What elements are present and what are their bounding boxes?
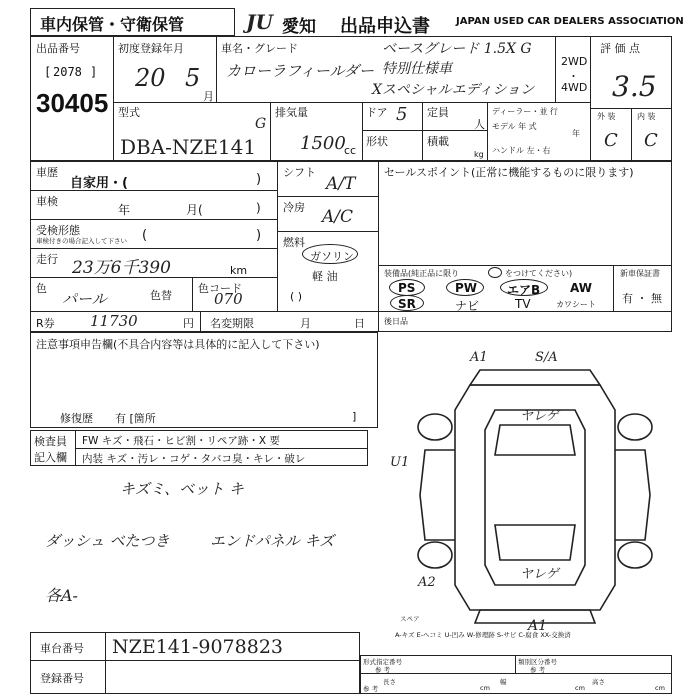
car-diagram	[400, 355, 670, 635]
shift-label: シフト	[283, 166, 316, 179]
color-change-label: 色替	[150, 289, 172, 302]
damage-a2: A2	[418, 575, 436, 590]
dim-width: 幅	[500, 678, 507, 686]
capacity-unit: 人	[474, 118, 485, 131]
damage-s-top: S/A	[535, 350, 558, 365]
damage-a1-bottom: A1	[528, 618, 548, 634]
equipment-pw: PW	[455, 281, 478, 295]
dim-height: 高さ	[592, 678, 605, 686]
equipment-tv: TV	[515, 297, 531, 311]
inspector-label2: 記入欄	[34, 451, 67, 464]
inspector-note3: エンドパネル キズ	[210, 532, 335, 550]
class-code-label: 類別区分番号	[518, 658, 557, 666]
grade-exterior-label: 外 装	[597, 112, 616, 121]
doors-value: 5	[396, 104, 408, 125]
inspector-exterior-row: FW キズ・飛石・ヒビ割・リペア跡・X 要	[82, 435, 280, 447]
equipment-navi: ナビ	[455, 299, 480, 313]
inspector-label1: 検査員	[34, 435, 67, 448]
score-label: 評 価 点	[600, 42, 640, 55]
damage-a1-top: A1	[470, 350, 488, 365]
registration-month: 5	[185, 64, 201, 92]
inspector-interior-row: 内装 キズ・汚レ・コゲ・タバコ臭・キレ・破レ	[82, 453, 306, 465]
damage-roof: ヤレゲ	[520, 409, 559, 424]
model-name: カローラフィールダー	[226, 62, 374, 80]
fuel-gasoline: ガソリン	[310, 250, 354, 263]
displacement-label: 排気量	[275, 106, 308, 119]
spare-label: スペア	[400, 615, 420, 623]
dealer-model-year: モデル 年 式	[492, 122, 537, 131]
registration-year: 20	[135, 64, 166, 92]
acceptance-label: 受検形態	[36, 224, 80, 237]
dim-length: 長さ	[383, 678, 396, 686]
chassis-value: NZE141-9078823	[112, 636, 283, 658]
recycle-value: 11730	[90, 312, 138, 330]
type-value: DBA-NZE141	[120, 135, 257, 159]
repair-close: ]	[352, 410, 357, 423]
inspection-label: 車検	[36, 195, 58, 208]
equipment-circle-example	[488, 267, 502, 278]
registration-month-unit: 月	[203, 90, 214, 103]
doors-label: ドア	[366, 106, 388, 119]
dealer-parallel: ディーラー・並 行	[492, 107, 558, 116]
model-grade-line1: ベースグレード 1.5X G	[382, 41, 532, 57]
sales-point-label: セールスポイント(正常に機能するものに限ります)	[384, 166, 634, 179]
dim-width-unit: cm	[575, 684, 585, 692]
displacement-unit: cc	[344, 144, 357, 157]
dealer-model-year-unit: 年	[572, 129, 580, 138]
mileage-label: 走行	[36, 253, 58, 266]
capacity-label: 定員	[427, 106, 449, 119]
fuel-diesel: 軽 油	[312, 270, 338, 283]
drive-2wd: 2WD	[561, 55, 588, 68]
model-grade-line3: Xスペシャルエディション	[372, 82, 535, 98]
color-code-label: 色コード	[198, 282, 242, 295]
acceptance-note: 車検付きの場合記入して下さい	[36, 237, 127, 245]
equipment-label-tail: をつけてください)	[505, 269, 573, 278]
warranty-label: 新車保証書	[620, 269, 660, 278]
equipment-sr: SR	[398, 297, 416, 311]
chassis-label: 車台番号	[40, 642, 84, 655]
inspector-note2: ダッシュ ベたつき	[45, 532, 170, 550]
dim-height-unit: cm	[655, 684, 665, 692]
recycle-unit: 円	[183, 317, 194, 330]
registration-label: 初度登録年月	[118, 42, 184, 55]
type-label: 型式	[118, 106, 140, 119]
inspector-note4: 各A-	[45, 586, 78, 605]
fuel-paren: ( )	[290, 290, 303, 303]
ac-label: 冷房	[283, 201, 305, 214]
lot-sub-number-close: ]	[90, 65, 98, 79]
score-value: 3.5	[612, 70, 657, 103]
damage-u1: U1	[390, 455, 410, 470]
mileage-value: 23万6千390	[72, 258, 171, 278]
ju-logo: JU	[246, 10, 273, 34]
ac-value: A/C	[322, 207, 354, 227]
color-value: パール	[62, 290, 107, 308]
form-type-label: 形式指定番号	[363, 658, 402, 666]
equipment-aw: AW	[570, 281, 592, 295]
color-code-value: 070	[214, 290, 243, 308]
recycle-label: R券	[36, 317, 55, 330]
history-value: 自家用・(	[70, 176, 128, 191]
model-grade-line2: 特別仕様車	[382, 61, 452, 77]
dealer-handle: ハンドル 左・右	[492, 146, 551, 155]
warranty-value: 有 ・ 無	[622, 292, 662, 305]
form-type-ref: 参 考	[375, 666, 391, 674]
repair-label: 修復歴	[60, 412, 93, 425]
grade-interior-value: C	[644, 130, 658, 151]
name-change-month: 月	[300, 317, 311, 330]
equipment-airbag: エアB	[507, 283, 541, 297]
fuel-label: 燃料	[283, 236, 305, 249]
inspection-month: 月(	[186, 203, 203, 217]
lot-number: 30405	[36, 88, 109, 118]
inspector-note1: キズミ、ベット キ	[120, 480, 244, 498]
drive-dot: ・	[568, 70, 579, 83]
lot-sub-number: 2078	[53, 65, 82, 79]
load-label: 積載	[427, 135, 449, 148]
name-change-day: 日	[354, 317, 365, 330]
mileage-unit: km	[230, 264, 248, 277]
damage-legend: A-キズ E-ヘコミ U-凹み W-修理跡 S-サビ C-腐食 XX-交換済	[395, 631, 571, 639]
dim-ref: 参 考	[363, 685, 379, 693]
grade-interior-label: 内 装	[637, 112, 656, 121]
equipment-ps: PS	[398, 281, 416, 295]
drive-4wd: 4WD	[561, 81, 588, 94]
dim-length-unit: cm	[480, 684, 490, 692]
plate-label: 登録番号	[40, 672, 84, 685]
history-label: 車歴	[36, 166, 58, 179]
lot-sub-number-open: [	[44, 65, 52, 79]
grade-exterior-value: C	[604, 130, 618, 151]
repair-value: 有 [箇所	[115, 412, 156, 425]
inspection-year: 年	[118, 203, 131, 217]
history-close: )	[256, 172, 262, 187]
displacement-value: 1500	[300, 133, 346, 154]
damage-hood: ヤレゲ	[520, 567, 559, 582]
notes-label: 注意事項申告欄(不具合内容等は具体的に記入して下さい)	[36, 338, 320, 351]
after-date-label: 後日品	[384, 317, 408, 326]
model-label: 車名・グレード	[221, 42, 298, 55]
equipment-label: 装備品(純正品に限り	[384, 269, 460, 278]
acceptance-open: (	[142, 228, 148, 243]
inspection-close: )	[256, 201, 261, 215]
org-name: 愛知	[282, 17, 316, 37]
equipment-seat: カワシート	[556, 300, 596, 309]
type-grade-mark: G	[255, 116, 267, 132]
acceptance-close: )	[256, 228, 262, 243]
spec-box	[360, 655, 672, 694]
load-unit: kg	[474, 150, 484, 159]
shape-label: 形状	[366, 135, 388, 148]
assoc-name: JAPAN USED CAR DEALERS ASSOCIATION	[456, 16, 684, 27]
name-change-label: 名変期限	[210, 317, 254, 330]
lot-label: 出品番号	[36, 42, 80, 55]
shift-value: A/T	[326, 174, 356, 194]
storage-label: 車内保管・守衛保管	[40, 15, 185, 34]
sheet-title: 出品申込書	[340, 16, 430, 37]
color-label: 色	[36, 282, 47, 295]
class-code-ref: 参 考	[530, 666, 546, 674]
